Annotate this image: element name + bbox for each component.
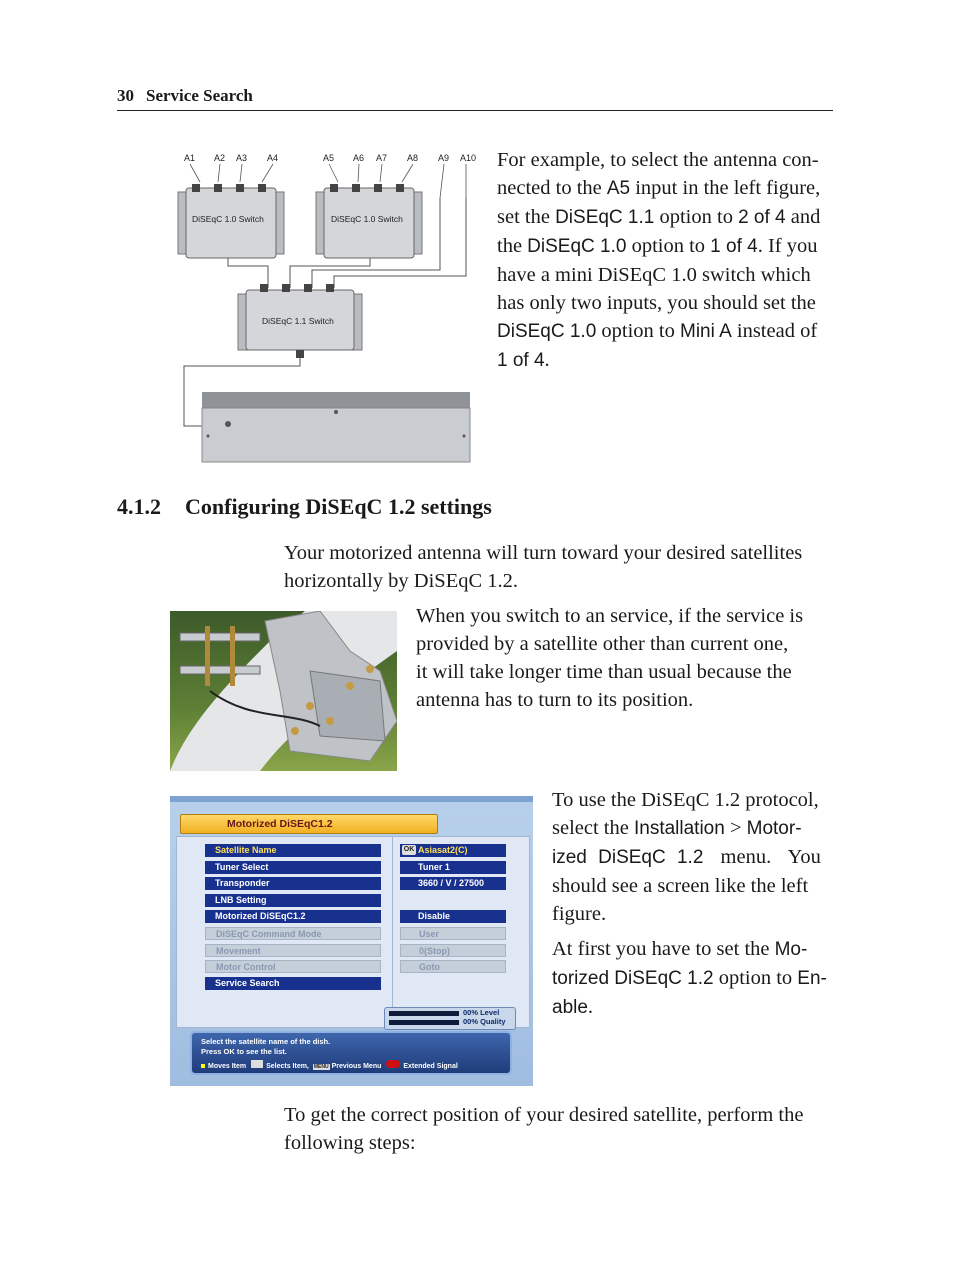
osd-item-motor-control[interactable]: Motor Control (205, 960, 381, 973)
help-moves: Moves Item (208, 1063, 247, 1070)
arrows-icon (201, 1064, 205, 1068)
section-title: Configuring DiSEqC 1.2 settings (185, 494, 492, 519)
diseqc-switch-diagram (170, 148, 486, 468)
signal-panel (384, 1007, 516, 1030)
motorized-term-a: Motor- (746, 818, 802, 839)
para4-line3: ized DiSEqC 1.2 menu. You (552, 846, 821, 868)
enable-term-b: able (552, 997, 588, 1018)
para1-line3: set the DiSEqC 1.1 option to 2 of 4 and (497, 206, 821, 228)
diseqc10-term-2: DiSEqC 1.0 (497, 321, 597, 342)
motorized-option-b: torized DiSEqC 1.2 (552, 968, 714, 989)
para3-line4: antenna has to turn to its position. (416, 689, 694, 711)
osd-item-service-search[interactable]: Service Search (205, 977, 381, 990)
enable-term-a: En- (797, 968, 827, 989)
right-switch (316, 184, 422, 258)
osd-item-motorized-diseqc[interactable]: Motorized DiSEqC1.2 (205, 910, 381, 923)
left-switch-label: DiSEqC 1.0 Switch (192, 214, 264, 224)
osd-value-tuner[interactable]: Tuner 1 (400, 861, 506, 874)
input-label-a10: A10 (460, 153, 477, 163)
para5-line3: able. (552, 996, 594, 1018)
ok-badge: OK (403, 846, 415, 853)
section-heading (117, 494, 492, 520)
para3-line2: provided by a satellite other than current one, (416, 633, 789, 655)
1-of-4-term: 1 of 4 (710, 236, 758, 257)
osd-item-transponder[interactable]: Transponder (205, 877, 381, 890)
para6-line1: To get the correct position of your desired satellite, perform the (284, 1104, 804, 1126)
running-head (117, 86, 833, 111)
osd-item-lnb-setting[interactable]: LNB Setting (205, 894, 381, 907)
osd-value-satellite-text: Asiasat2(C) (418, 845, 468, 855)
motorized-term-b: ized DiSEqC 1.2 (552, 847, 704, 868)
input-label-a9: A9 (438, 153, 450, 163)
para5-line2: torized DiSEqC 1.2 option to En- (552, 967, 827, 989)
paragraph-use-diseqc12 (552, 786, 842, 928)
para4-line4: should see a screen like the left (552, 875, 809, 897)
input-label-a3: A3 (236, 153, 248, 163)
para1-line1: For example, to select the antenna con- (497, 149, 819, 171)
paragraph-enable-option (552, 935, 842, 1022)
para2-line2: horizontally by DiSEqC 1.2. (284, 570, 519, 592)
para1-line6: has only two inputs, you should set the (497, 292, 816, 314)
installation-term: Installation (633, 818, 725, 839)
osd-value-command-mode[interactable]: User (400, 927, 506, 940)
ok-key-icon (251, 1060, 263, 1068)
quality-text: 00% Quality (463, 1017, 506, 1026)
help-selects: Selects Item, (266, 1063, 309, 1070)
left-switch (178, 184, 284, 258)
para3-line1: When you switch to an service, if the service is (416, 605, 804, 627)
input-label-a1: A1 (184, 153, 196, 163)
receiver-box (202, 392, 470, 462)
motorized-diseqc-osd-screen (170, 796, 533, 1086)
para2-line1: Your motorized antenna will turn toward your desired satellites (284, 542, 803, 564)
input-label-a8: A8 (407, 153, 419, 163)
para1-line5: have a mini DiSEqC 1.0 switch which (497, 264, 811, 286)
input-label-a6: A6 (353, 153, 365, 163)
para4-line5: figure. (552, 903, 607, 925)
level-text: 00% Level (463, 1008, 500, 1017)
osd-item-satellite-name[interactable]: Satellite Name (205, 844, 381, 857)
input-a5-term: A5 (606, 178, 631, 199)
help-extended: Extended Signal (403, 1063, 458, 1070)
input-label-a5: A5 (323, 153, 335, 163)
running-head-title: Service Search (146, 86, 253, 105)
osd-value-transponder[interactable]: 3660 / V / 27500 (400, 877, 506, 890)
input-label-a7: A7 (376, 153, 388, 163)
para4-line2: select the Installation > Motor- (552, 817, 802, 839)
menu-key-badge: MENU (313, 1064, 329, 1070)
help-previous: Previous Menu (331, 1063, 382, 1070)
paragraph-steps-intro (284, 1101, 844, 1157)
para5-line1: At first you have to set the Mo- (552, 938, 808, 960)
diseqc10-term: DiSEqC 1.0 (527, 236, 627, 257)
osd-item-tuner-select[interactable]: Tuner Select (205, 861, 381, 874)
osd-value-motor-control[interactable]: Goto (400, 960, 506, 973)
motorized-option-a: Mo- (774, 939, 808, 960)
bottom-switch-label: DiSEqC 1.1 Switch (262, 316, 334, 326)
help-line1: Select the satellite name of the dish. (201, 1037, 331, 1046)
diseqc11-term: DiSEqC 1.1 (555, 207, 655, 228)
motorized-antenna-photo (170, 611, 397, 771)
osd-value-motorized[interactable]: Disable (400, 910, 506, 923)
para1-line2: nected to the A5 input in the left figure, (497, 177, 821, 199)
paragraph-switch-service (416, 602, 844, 714)
para1-line8: 1 of 4. (497, 349, 550, 371)
osd-item-movement[interactable]: Movement (205, 944, 381, 957)
red-key-icon (386, 1060, 400, 1068)
para1-line7: DiSEqC 1.0 option to Mini A instead of (497, 320, 818, 342)
osd-value-satellite[interactable] (400, 844, 506, 857)
osd-value-movement[interactable]: 0(Stop) (400, 944, 506, 957)
paragraph-antenna-example (497, 146, 842, 375)
bottom-switch (238, 284, 362, 358)
osd-item-diseqc-command-mode[interactable]: DiSEqC Command Mode (205, 927, 381, 940)
2-of-4-term: 2 of 4 (738, 207, 786, 228)
osd-title: Motorized DiSEqC1.2 (227, 818, 333, 830)
input-label-a2: A2 (214, 153, 226, 163)
help-keys (201, 1060, 458, 1070)
quality-bar (389, 1020, 459, 1025)
osd-title-bar (180, 814, 438, 834)
right-switch-label: DiSEqC 1.0 Switch (331, 214, 403, 224)
level-bar (389, 1011, 459, 1016)
page-number: 30 (117, 86, 134, 105)
para3-line3: it will take longer time than usual because the (416, 661, 792, 683)
paragraph-motorized-intro (284, 539, 844, 595)
1-of-4-term-2: 1 of 4 (497, 350, 545, 371)
mini-a-term: Mini A (680, 321, 732, 342)
osd-help-box (190, 1031, 512, 1075)
para1-line4: the DiSEqC 1.0 option to 1 of 4. If you (497, 235, 818, 257)
section-number: 4.1.2 (117, 494, 161, 519)
para4-line1: To use the DiSEqC 1.2 protocol, (552, 789, 819, 811)
input-label-a4: A4 (267, 153, 279, 163)
help-line2: Press OK to see the list. (201, 1047, 287, 1056)
para6-line2: following steps: (284, 1132, 416, 1154)
